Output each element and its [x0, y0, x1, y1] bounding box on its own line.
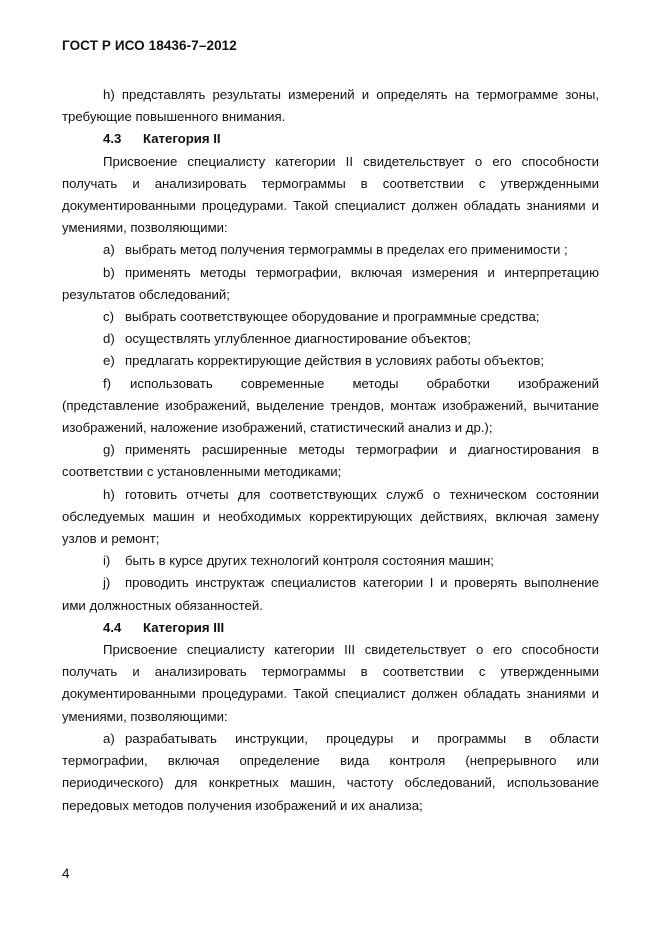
list-marker: c) [103, 309, 114, 325]
section-number: 4.4 [103, 619, 122, 635]
section-4-3-intro: Присвоение специалисту категории II свидетельствует о его способности получать и анализировать термограммы в соответствии с утвержденными документированными процедурами. Такой специалист должен обладать знаниями и умениями, позволяющими: [62, 153, 599, 236]
list-item-text: применять методы термографии, включая измерения и интерпретацию результатов обследований; [62, 264, 599, 302]
list-item-text: использовать современные методы обработки изображений (представление изображений, выделение трендов, монтаж изображений, вычитание изображений, наложение изображений, статистический анализ и др.); [62, 375, 599, 436]
list-item [62, 572, 599, 616]
list-marker: g) [103, 442, 115, 458]
list-item-text: быть в курсе других технологий контроля состояния машин; [125, 553, 494, 569]
list-marker: e) [103, 353, 115, 369]
list-marker: f) [103, 375, 112, 391]
list-item [62, 439, 599, 483]
list-item-text: выбрать метод получения термограммы в пределах его применимости ; [125, 242, 568, 258]
list-marker: b) [103, 264, 115, 280]
intro-list-item: h) представлять результаты измерений и определять на термограмме зоны, требующие повышенного внимания. [62, 87, 599, 125]
list-item-text: разрабатывать инструкции, процедуры и программы в области термографии, включая определение вида контроля (непрерывного или периодического) для конкретных машин, частоту обследований, использование передовых методов получения изображений и их анализа; [62, 730, 599, 813]
list-item-text: осуществлять углубленное диагностирование объектов; [125, 331, 471, 347]
list-item [62, 373, 599, 440]
list-marker: h) [103, 486, 115, 502]
list-item [62, 328, 599, 350]
section-title: Категория II [143, 131, 221, 147]
list-item [62, 350, 599, 372]
list-item-text: проводить инструктаж специалистов категории I и проверять выполнение ими должностных обязанностей. [62, 575, 599, 613]
list-marker: i) [103, 553, 111, 569]
document-code-header: ГОСТ Р ИСО 18436-7–2012 [62, 38, 237, 53]
list-marker: j) [103, 575, 111, 591]
list-marker: a) [103, 730, 115, 746]
list-item-text: готовить отчеты для соответствующих служб о техническом состоянии обследуемых машин и необходимых корректирующих действиях, включая замену узлов и ремонт; [62, 486, 599, 547]
section-4-4-intro: Присвоение специалисту категории III свидетельствует о его способности получать и анализировать термограммы в соответствии с утвержденными документированными процедурами. Такой специалист должен обладать знаниями и умениями, позволяющими: [62, 642, 599, 724]
list-item [62, 550, 599, 572]
list-item-text: выбрать соответствующее оборудование и программные средства; [125, 309, 540, 325]
section-heading-4-3 [62, 128, 599, 150]
list-item [62, 484, 599, 551]
list-item [62, 728, 599, 817]
list-item [62, 262, 599, 306]
list-item-text: предлагать корректирующие действия в условиях работы объектов; [125, 353, 544, 369]
list-marker: d) [103, 331, 115, 347]
list-item [62, 306, 599, 328]
section-title: Категория III [143, 619, 225, 635]
page-body [62, 84, 599, 817]
section-heading-4-4 [62, 617, 599, 639]
list-item [62, 239, 599, 261]
list-item-text: применять расширенные методы термографии и диагностирования в соответствии с установленными методиками; [62, 442, 599, 480]
list-marker: a) [103, 242, 115, 258]
section-number: 4.3 [103, 131, 122, 147]
page-number: 4 [62, 866, 70, 881]
